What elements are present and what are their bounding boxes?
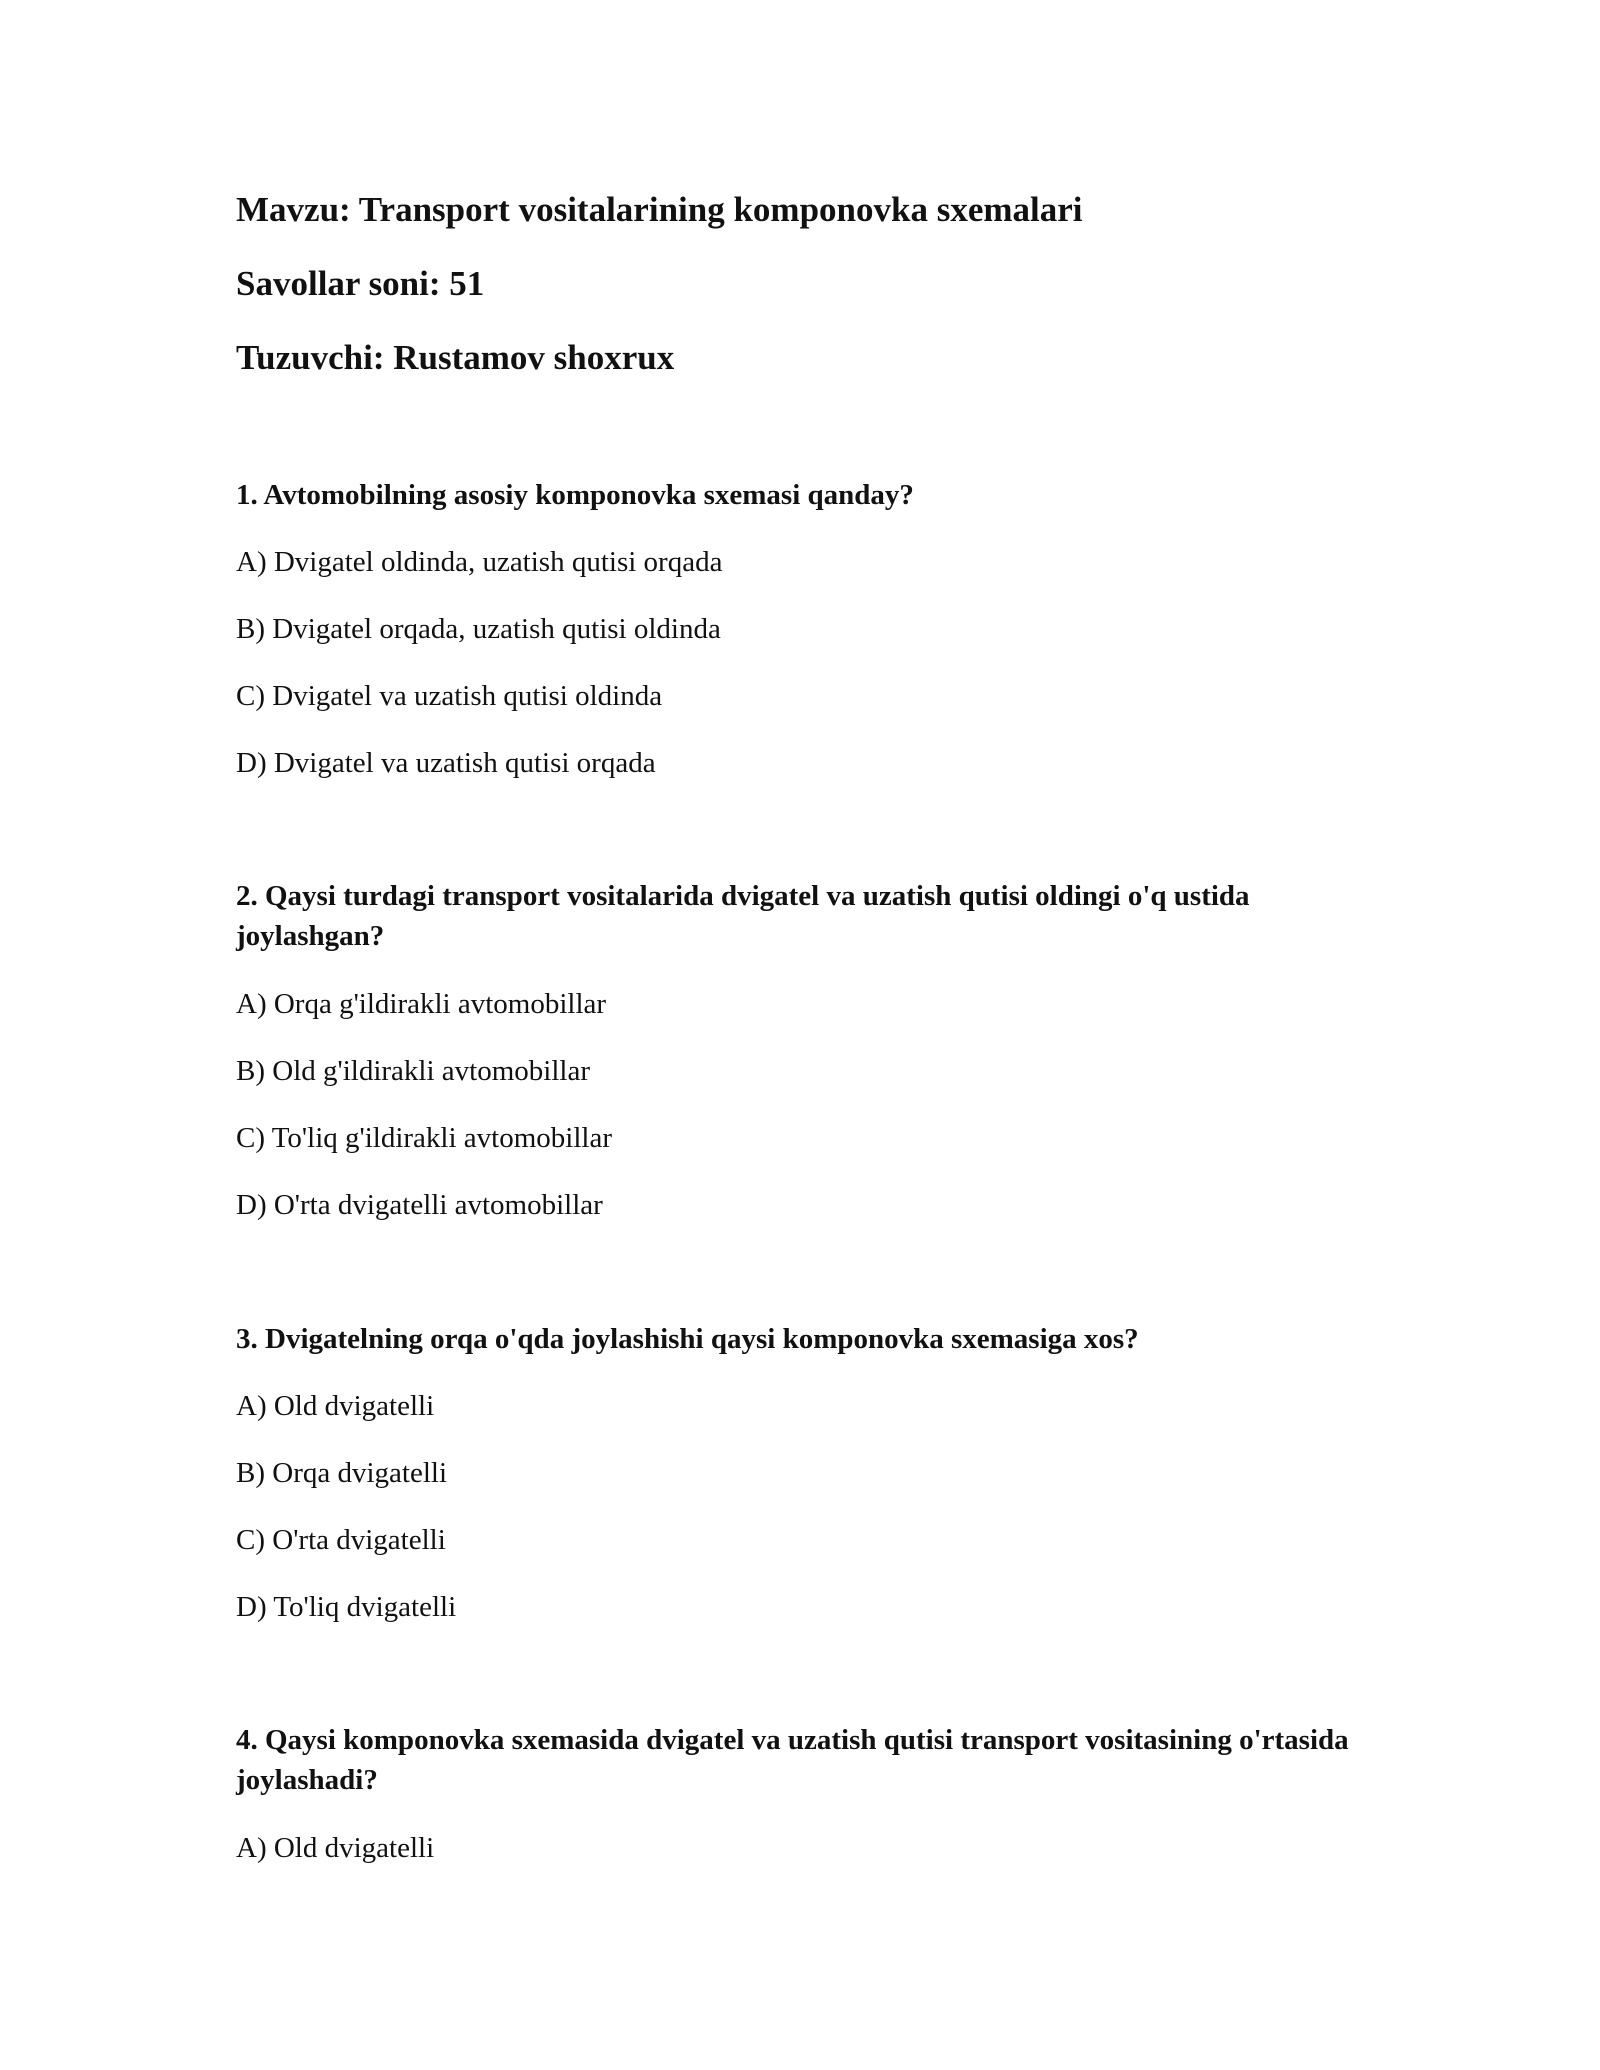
- answer-option: C) To'liq g'ildirakli avtomobillar: [236, 1122, 612, 1154]
- question-text: 4. Qaysi komponovka sxemasida dvigatel va uzatish qutisi transport vositasining o'rtasida joylashadi?: [236, 1724, 1349, 1796]
- answer-option: B) Orqa dvigatelli: [236, 1457, 448, 1489]
- question-count: Savollar soni: 51: [236, 264, 485, 303]
- answer-option: B) Dvigatel orqada, uzatish qutisi oldinda: [236, 613, 721, 645]
- topic-heading: Mavzu: Transport vositalarining komponovka sxemalari: [236, 190, 1083, 229]
- question-block: [236, 1720, 1366, 1864]
- answer-option: D) To'liq dvigatelli: [236, 1591, 457, 1623]
- answer-option: A) Dvigatel oldinda, uzatish qutisi orqada: [236, 546, 723, 578]
- question-text: 3. Dvigatelning orqa o'qda joylashishi qaysi komponovka sxemasiga xos?: [236, 1323, 1139, 1355]
- question-block: [236, 1319, 1366, 1623]
- question-block: [236, 876, 1366, 1221]
- answer-option: A) Orqa g'ildirakli avtomobillar: [236, 988, 607, 1020]
- question-text: 1. Avtomobilning asosiy komponovka sxemasi qanday?: [236, 479, 914, 511]
- answer-option: A) Old dvigatelli: [236, 1832, 435, 1864]
- answer-option: D) O'rta dvigatelli avtomobillar: [236, 1189, 603, 1221]
- answer-option: C) Dvigatel va uzatish qutisi oldinda: [236, 680, 663, 712]
- answer-option: B) Old g'ildirakli avtomobillar: [236, 1055, 590, 1087]
- question-block: [236, 475, 1366, 779]
- author-line: Tuzuvchi: Rustamov shoxrux: [236, 338, 675, 377]
- answer-option: D) Dvigatel va uzatish qutisi orqada: [236, 747, 656, 779]
- question-text: 2. Qaysi turdagi transport vositalarida dvigatel va uzatish qutisi oldingi o'q ustida joylashgan?: [236, 880, 1250, 952]
- answer-option: A) Old dvigatelli: [236, 1390, 435, 1422]
- answer-option: C) O'rta dvigatelli: [236, 1524, 446, 1556]
